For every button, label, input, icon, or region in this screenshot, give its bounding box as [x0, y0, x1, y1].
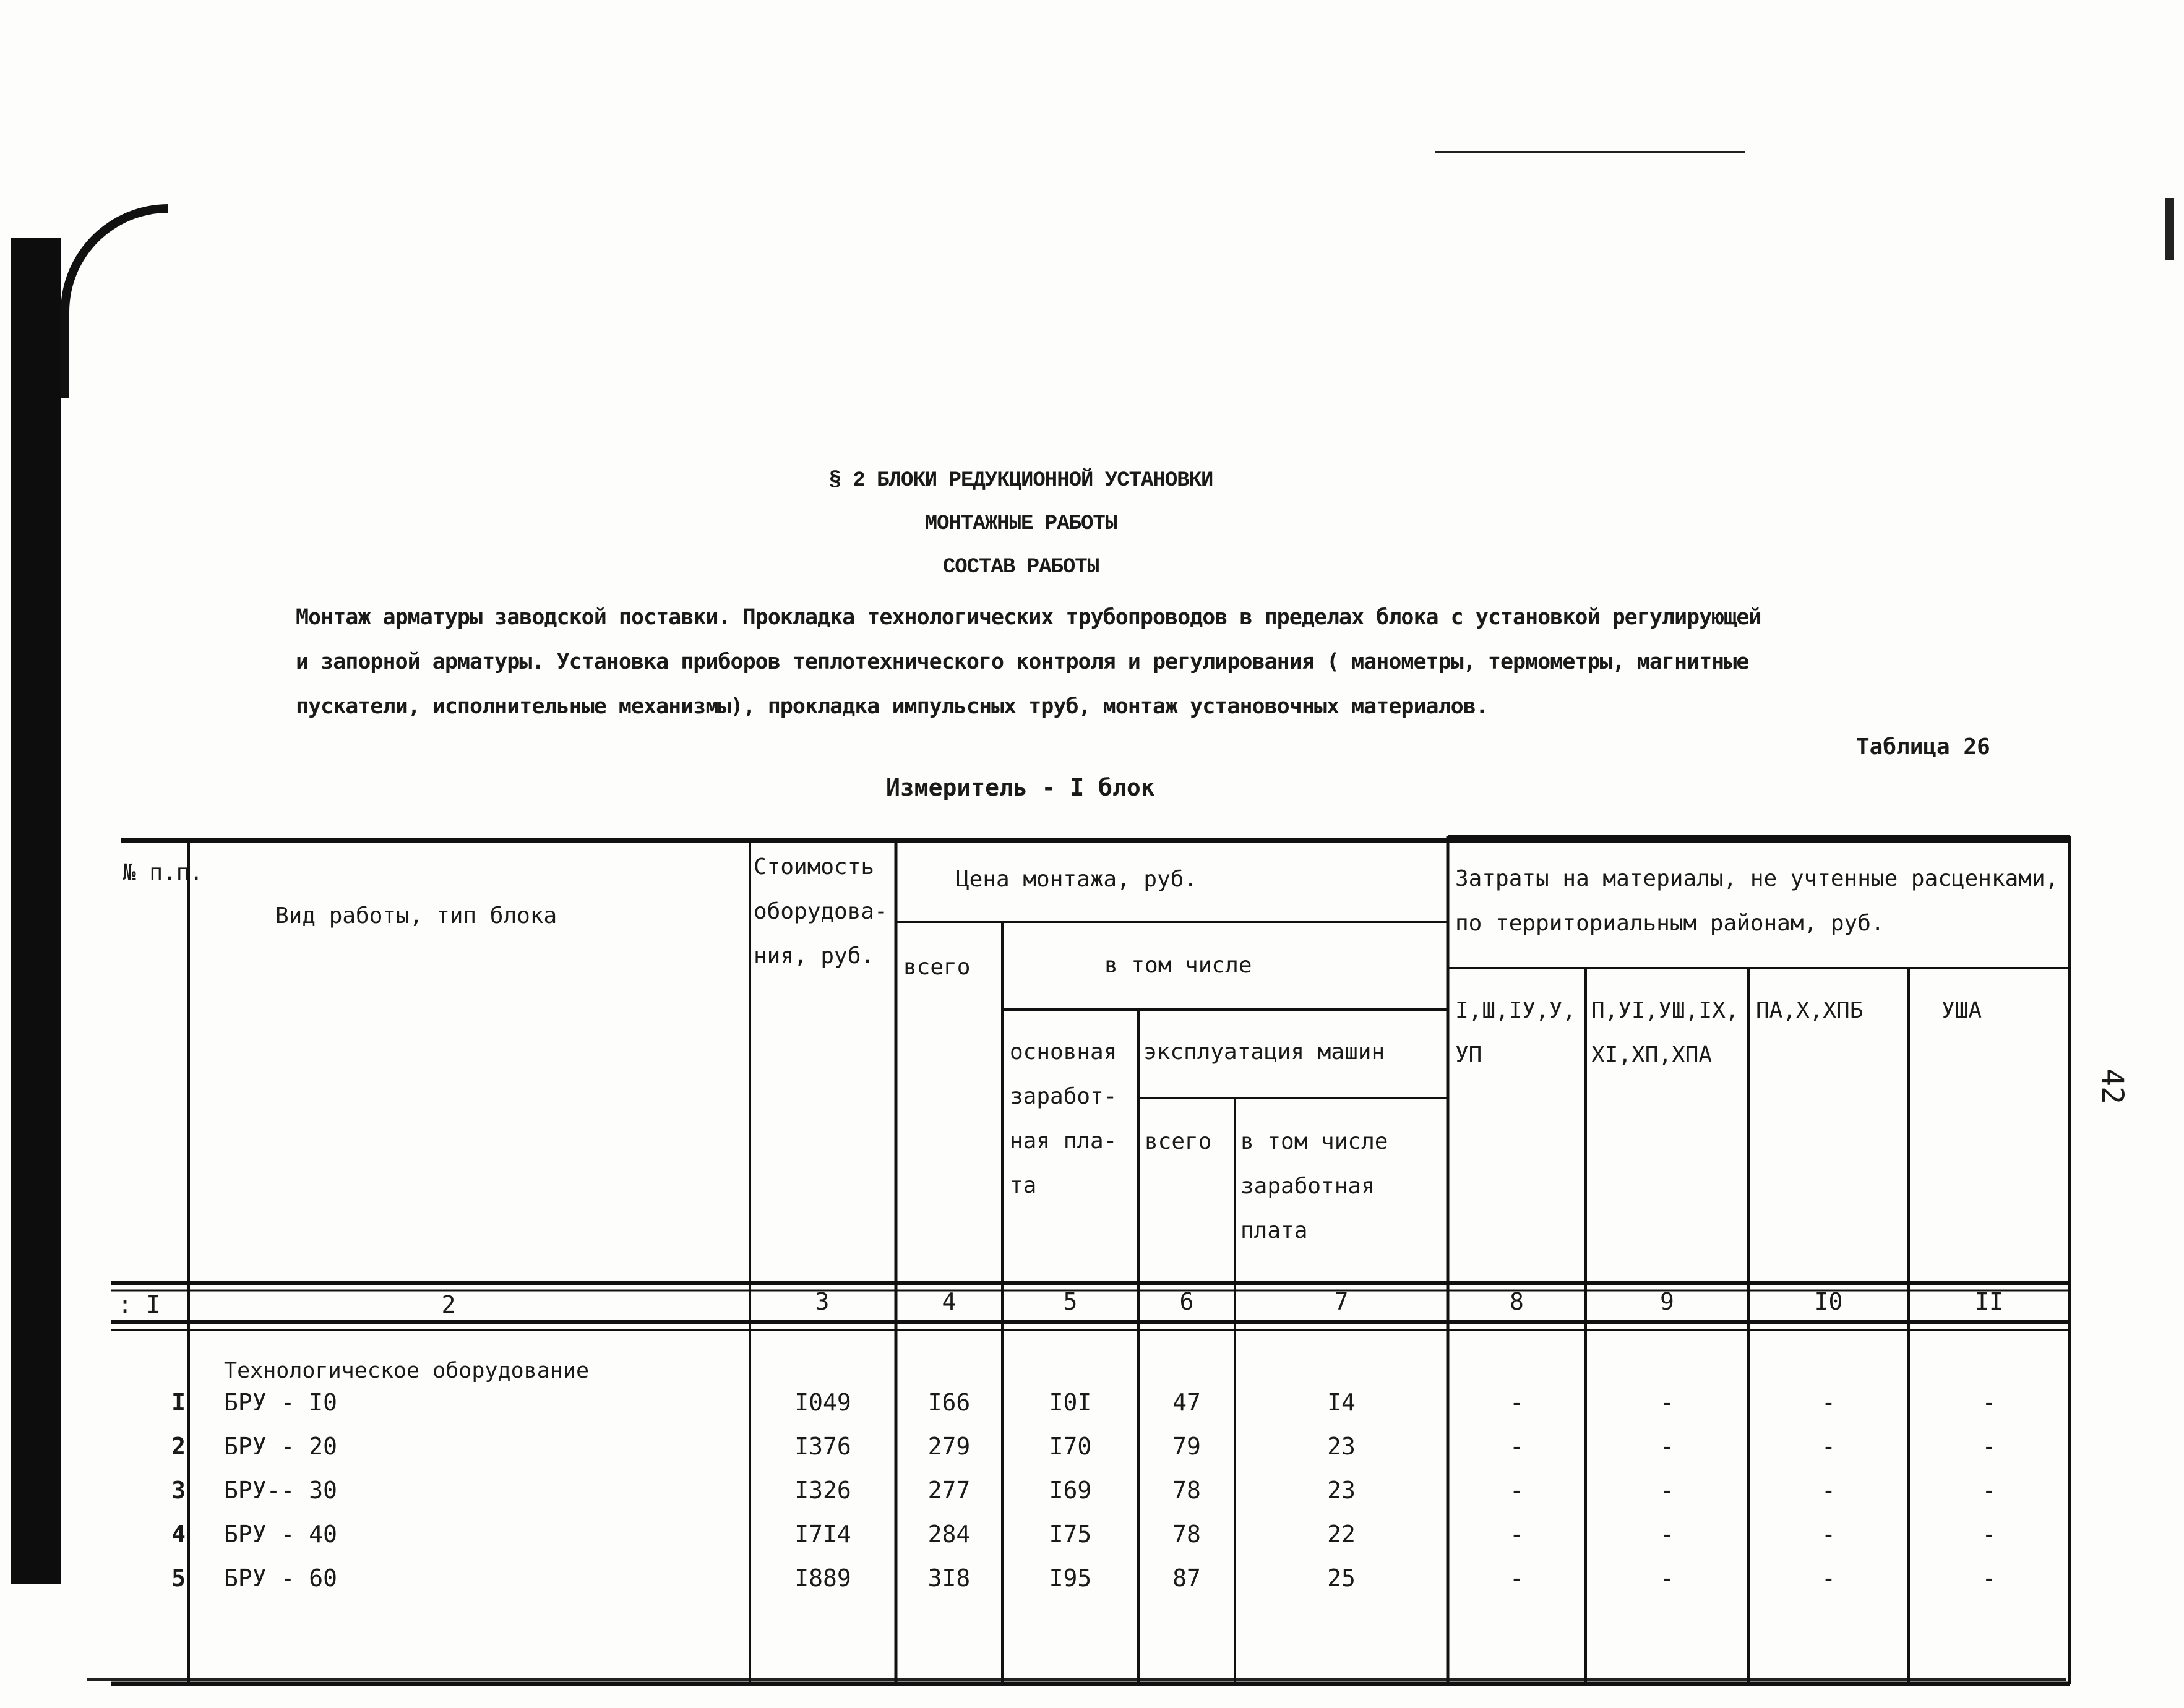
cell-base-wage: I69 — [1049, 1477, 1092, 1504]
table-label: Таблица 26 — [1856, 734, 1990, 760]
cell-num: 2 — [171, 1433, 186, 1460]
cell-region-3: - — [1821, 1521, 1836, 1548]
group-label: Технологическое оборудование — [224, 1358, 590, 1383]
cell-total: 279 — [927, 1433, 971, 1460]
scan-page-curl — [61, 204, 168, 398]
cell-total: I66 — [927, 1389, 971, 1416]
subtitle: МОНТАЖНЫЕ РАБОТЫ — [924, 512, 1117, 536]
section-heading: § 2 БЛОКИ РЕДУКЦИОННОЙ УСТАНОВКИ — [828, 469, 1213, 492]
measure-unit: Измеритель - I блок — [886, 774, 1155, 801]
header-region-2: П,УI,УШ,IХ, ХI,ХП,ХПА — [1591, 998, 1739, 1068]
cell-region-2: - — [1660, 1433, 1674, 1460]
cell-region-1: - — [1510, 1564, 1524, 1592]
cell-region-1: - — [1510, 1477, 1524, 1504]
cell-region-3: - — [1821, 1433, 1836, 1460]
header-including: в том числе — [1104, 953, 1252, 978]
col-number: : I — [118, 1291, 161, 1318]
header-region-4: УША — [1941, 998, 1982, 1023]
cell-machine-total: 78 — [1172, 1521, 1201, 1548]
col-number: 6 — [1179, 1288, 1194, 1315]
col-number: 3 — [815, 1288, 830, 1315]
cell-region-2: - — [1660, 1477, 1674, 1504]
scan-edge-shadow — [11, 238, 61, 1584]
col-number: 2 — [441, 1291, 456, 1318]
cell-total: 277 — [927, 1477, 971, 1504]
scan-mark — [87, 1678, 2066, 1681]
cell-base-wage: I0I — [1049, 1389, 1092, 1416]
cell-equipment-cost: I326 — [794, 1477, 851, 1504]
cell-machine-total: 47 — [1172, 1389, 1201, 1416]
cell-region-3: - — [1821, 1389, 1836, 1416]
description-line: и запорной арматуры. Установка приборов теплотехнического контроля и регулирования ( манометры, термометры, магнитные — [296, 650, 1749, 674]
header-region-1: I,Ш,IУ,У, УП — [1455, 998, 1576, 1068]
cell-num: 4 — [171, 1521, 186, 1548]
cell-equipment-cost: I376 — [794, 1433, 851, 1460]
cell-machine-wage: 23 — [1327, 1433, 1356, 1460]
col-number: II — [1975, 1288, 2003, 1315]
subsection-heading: СОСТАВ РАБОТЫ — [942, 556, 1099, 579]
col-number: 4 — [942, 1288, 957, 1315]
cell-block-type: БРУ-- 30 — [224, 1477, 338, 1504]
col-number: 8 — [1510, 1288, 1524, 1315]
cell-machine-wage: I4 — [1327, 1389, 1356, 1416]
cell-region-4: - — [1982, 1564, 1997, 1592]
scan-mark — [2165, 198, 2174, 260]
cell-num: I — [171, 1389, 186, 1416]
cell-block-type: БРУ - 40 — [224, 1521, 338, 1548]
cell-region-3: - — [1821, 1564, 1836, 1592]
scan-mark — [1435, 151, 1745, 153]
col-number: I0 — [1814, 1288, 1843, 1315]
cell-machine-wage: 22 — [1327, 1521, 1356, 1548]
page-number: 42 — [2094, 1068, 2130, 1104]
cell-machine-wage: 25 — [1327, 1564, 1356, 1592]
col-number: 7 — [1334, 1288, 1349, 1315]
description-line: Монтаж арматуры заводской поставки. Прокладка технологических трубопроводов в пределах блока с установкой регулирующей — [296, 605, 1761, 630]
header-install-price: Цена монтажа, руб. — [956, 867, 1198, 892]
cell-total: 284 — [927, 1521, 971, 1548]
cell-region-1: - — [1510, 1521, 1524, 1548]
col-number: 5 — [1063, 1288, 1078, 1315]
col-number: 9 — [1660, 1288, 1674, 1315]
cell-equipment-cost: I889 — [794, 1564, 851, 1592]
cell-region-2: - — [1660, 1521, 1674, 1548]
cell-total: 3I8 — [927, 1564, 971, 1592]
cell-block-type: БРУ - 20 — [224, 1433, 338, 1460]
header-machine-ops: эксплуатация машин — [1143, 1039, 1385, 1065]
description-line: пускатели, исполнительные механизмы), прокладка импульсных труб, монтаж установочных материалов. — [296, 694, 1488, 719]
cell-equipment-cost: I7I4 — [794, 1521, 851, 1548]
cell-region-4: - — [1982, 1433, 1997, 1460]
cell-region-4: - — [1982, 1477, 1997, 1504]
cell-region-2: - — [1660, 1389, 1674, 1416]
cell-region-4: - — [1982, 1521, 1997, 1548]
header-region-3: ПА,Х,ХПБ — [1756, 998, 1864, 1023]
header-equipment-cost: Стоимость оборудова- ния, руб. — [754, 854, 888, 969]
header-work-type: Вид работы, тип блока — [275, 903, 557, 929]
cell-block-type: БРУ - I0 — [224, 1389, 338, 1416]
header-machine-total: всего — [1145, 1129, 1212, 1154]
cell-machine-total: 87 — [1172, 1564, 1201, 1592]
cell-machine-total: 78 — [1172, 1477, 1201, 1504]
cell-equipment-cost: I049 — [794, 1389, 851, 1416]
cell-region-1: - — [1510, 1433, 1524, 1460]
header-base-wage: основная заработ- ная пла- та — [1010, 1039, 1117, 1198]
cell-base-wage: I75 — [1049, 1521, 1092, 1548]
header-machine-wage: в том числе заработная плата — [1240, 1129, 1388, 1243]
cell-region-3: - — [1821, 1477, 1836, 1504]
cell-machine-total: 79 — [1172, 1433, 1201, 1460]
cell-region-1: - — [1510, 1389, 1524, 1416]
cell-block-type: БРУ - 60 — [224, 1564, 338, 1592]
cell-region-2: - — [1660, 1564, 1674, 1592]
cell-base-wage: I70 — [1049, 1433, 1092, 1460]
cell-base-wage: I95 — [1049, 1564, 1092, 1592]
cell-num: 3 — [171, 1477, 186, 1504]
cell-region-4: - — [1982, 1389, 1997, 1416]
cell-num: 5 — [171, 1564, 186, 1592]
header-num: № п.п. — [123, 860, 204, 885]
header-total: всего — [903, 955, 971, 980]
header-materials: Затраты на материалы, не учтенные расценками, по территориальным районам, руб. — [1455, 866, 2059, 936]
cell-machine-wage: 23 — [1327, 1477, 1356, 1504]
